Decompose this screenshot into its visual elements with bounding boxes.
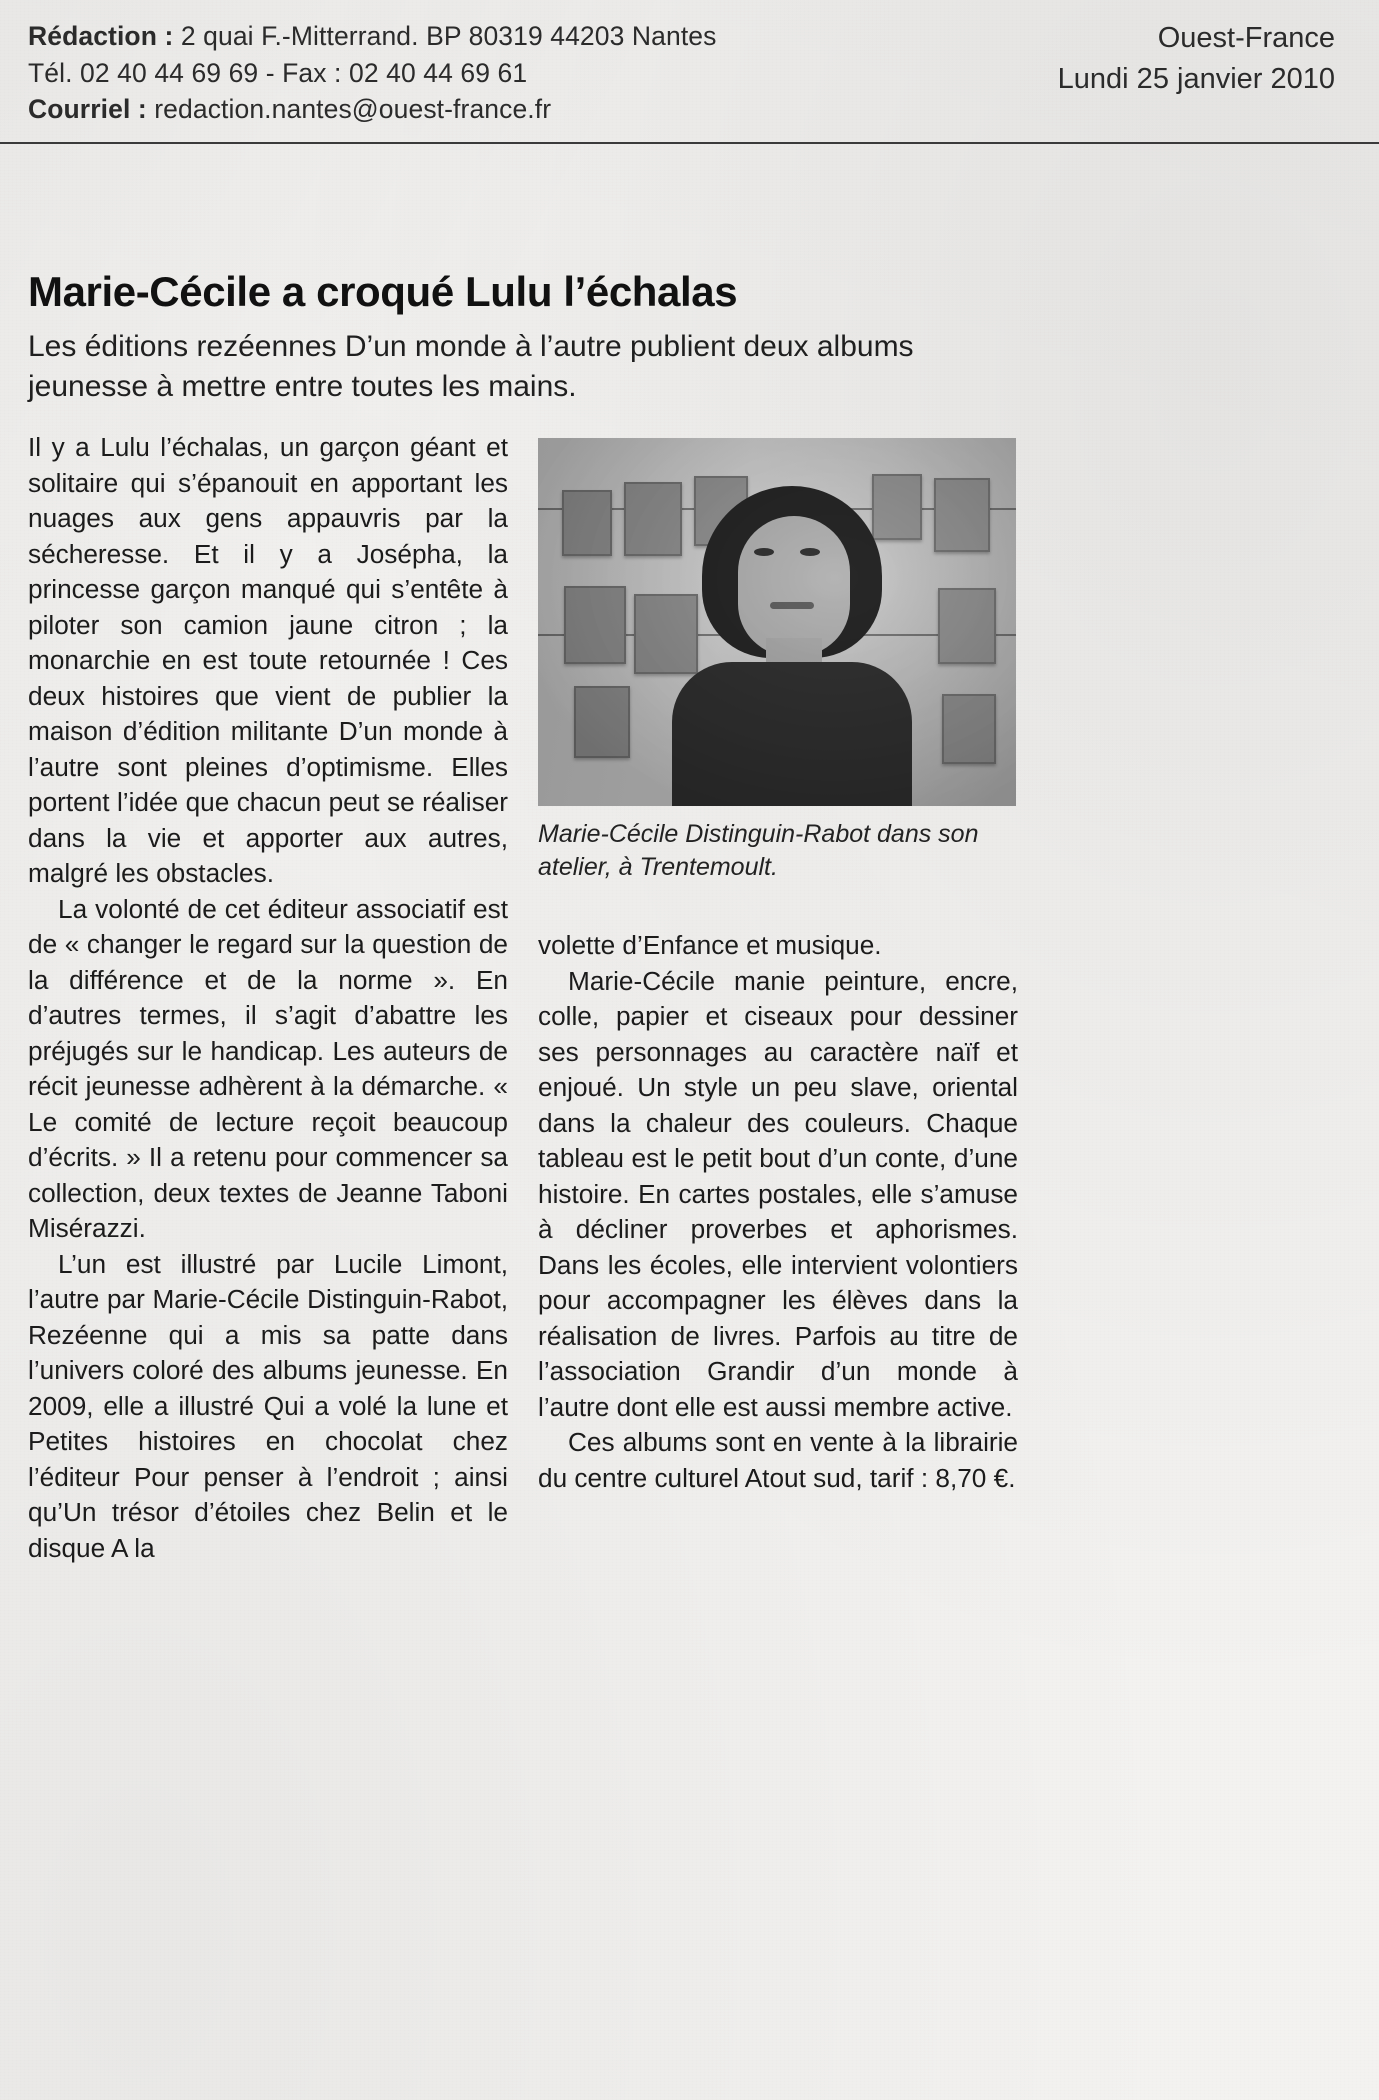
masthead-divider [0, 142, 1379, 144]
article-body [28, 430, 1351, 2100]
redaction-label: Rédaction : [28, 21, 174, 51]
portrait-photo [538, 438, 1016, 806]
column-left [28, 430, 508, 1566]
email-label: Courriel : [28, 94, 147, 125]
redaction-address: 2 quai F.-Mitterrand. BP 80319 44203 Nantes [173, 21, 717, 51]
article-standfirst: Les éditions rezéennes D’un monde à l’autre publient deux albums jeunesse à mettre entre toutes les mains. [28, 330, 914, 403]
email-line [28, 91, 716, 128]
page-title: Marie-Cécile a croqué Lulu l’échalas [28, 268, 738, 315]
publication-date: Lundi 25 janvier 2010 [1057, 63, 1335, 96]
paper-name: Ouest-France [1157, 22, 1335, 54]
redaction-address-line [28, 18, 716, 55]
paragraph: L’un est illustré par Lucile Limont, l’autre par Marie-Cécile Distinguin-Rabot, Rezéenne qui a mis sa patte dans l’univers coloré des albums jeunesse. En 2009, elle a illustré Qui a volé la lune et Petites histoires en chocolat chez l’éditeur Pour penser à l’endroit ; ainsi qu’Un trésor d’étoiles chez Belin et le disque A la [28, 1248, 508, 1563]
photo-caption: Marie-Cécile Distinguin-Rabot dans son atelier, à Trentemoult. [538, 820, 979, 881]
phone-line: Tél. 02 40 44 69 69 - Fax : 02 40 44 69 61 [28, 57, 528, 88]
article-header [28, 268, 1351, 407]
email-address: redaction.nantes@ouest-france.fr [146, 94, 552, 125]
paragraph: Marie-Cécile manie peinture, encre, colle, papier et ciseaux pour dessiner ses personnages au caractère naïf et enjoué. Un style un peu slave, oriental dans la chaleur des couleurs. Chaque tableau est le petit bout d’un conte, d’une histoire. En cartes postales, elle s’amuse à décliner proverbes et aphorismes. Dans les écoles, elle intervient volontiers pour accompagner les élèves dans la réalisation de livres. Parfois au titre de l’association Grandir d’un monde à l’autre dont elle est aussi membre active. [538, 965, 1018, 1422]
paper-identity-block [1058, 18, 1339, 100]
paragraph: La volonté de cet éditeur associatif est de « changer le regard sur la question de la différence et de la norme ». En d’autres termes, il s’agit d’abattre les préjugés sur le handicap. Les auteurs de récit jeunesse adhèrent à la démarche. « Le comité de lecture reçoit beaucoup d’écrits. » Il a retenu pour commencer sa collection, deux textes de Jeanne Taboni Misérazzi. [28, 893, 508, 1243]
masthead [0, 0, 1379, 178]
photo-tone-overlay [538, 438, 1016, 806]
article-photo-block [538, 438, 1016, 883]
paragraph: Ces albums sont en vente à la librairie du centre culturel Atout sud, tarif : 8,70 €. [538, 1427, 1018, 1493]
paragraph: volette d’Enfance et musique. [538, 930, 882, 960]
redaction-contact-block [28, 18, 716, 128]
paragraph: Il y a Lulu l’échalas, un garçon géant et solitaire qui s’épanouit en apportant les nuages aux gens appauvris par la sécheresse. Et il y a Josépha, la princesse garçon manqué qui s’entête à piloter son camion jaune citron ; la monarchie en est toute retournée ! Ces deux histoires que vient de publier la maison d’édition militante D’un monde à l’autre sont pleines d’optimisme. Elles portent l’idée que chacun peut se réaliser dans la vie et apporter aux autres, malgré les obstacles. [28, 432, 508, 888]
column-right [538, 928, 1018, 1496]
